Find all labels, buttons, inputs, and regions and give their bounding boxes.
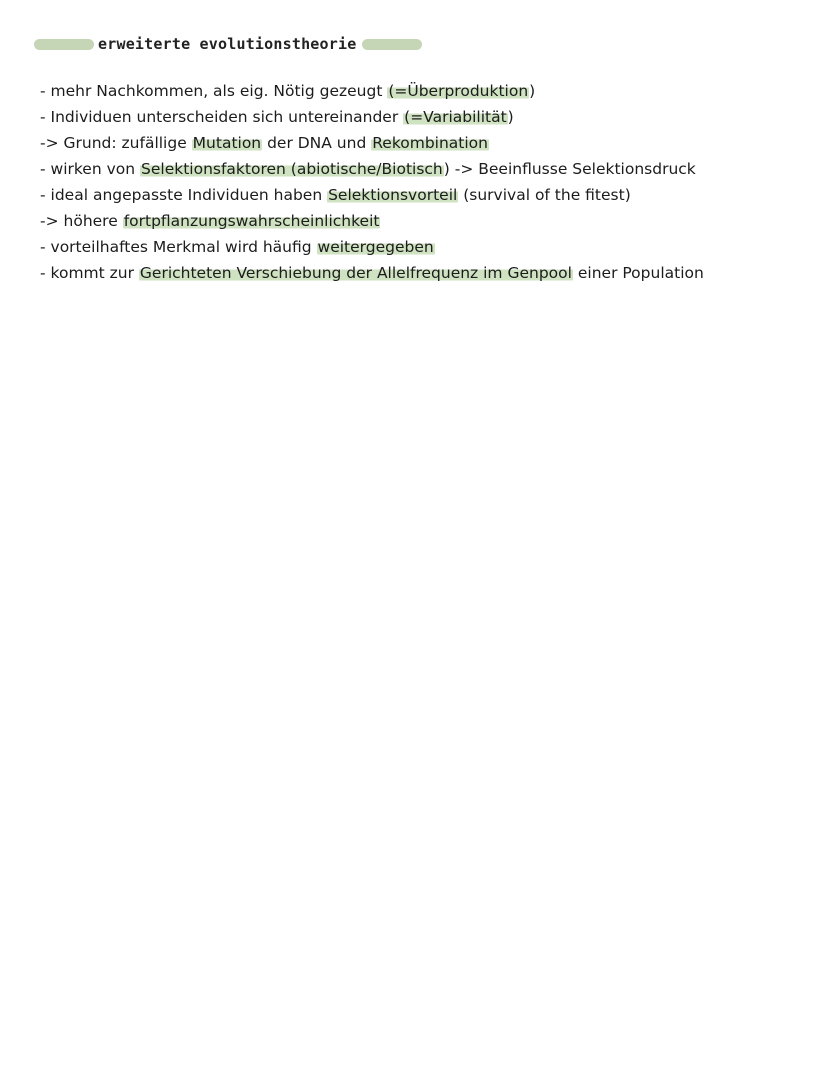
highlighted-text: Selektionsvorteil — [328, 186, 458, 204]
note-line — [40, 78, 820, 104]
highlighted-text: (=Überproduktion — [388, 82, 529, 100]
note-line — [40, 234, 820, 260]
page-title — [34, 30, 422, 58]
note-text: wirken von — [50, 160, 141, 178]
note-line — [40, 156, 820, 182]
note-text: ) — [507, 108, 514, 126]
note-text: der DNA und — [262, 134, 372, 152]
line-prefix: - — [40, 108, 51, 126]
line-prefix: - — [40, 160, 51, 178]
highlighted-text: Mutation — [192, 134, 262, 152]
note-text: einer Population — [572, 264, 704, 282]
note-text: Individuen unterscheiden sich untereinander — [50, 108, 404, 126]
highlighted-text: Selektionsfaktoren (abiotische/Biotisch — [141, 160, 443, 178]
line-prefix: - — [40, 186, 51, 204]
line-prefix: -> — [40, 212, 64, 230]
note-text: ) — [529, 82, 536, 100]
line-prefix: - — [40, 82, 51, 100]
highlighted-text: Gerichteten Verschiebung der Allelfrequenz im Genpool — [139, 264, 572, 282]
highlighted-text: Rekombination — [372, 134, 488, 152]
notes-list — [40, 78, 820, 286]
note-line — [40, 130, 820, 156]
highlighted-text: fortpflanzungswahrscheinlichkeit — [123, 212, 380, 230]
note-text: kommt zur — [50, 264, 139, 282]
title-accent-right — [362, 39, 422, 50]
note-text: ) -> Beeinflusse Selektionsdruck — [443, 160, 696, 178]
highlighted-text: (=Variabilität — [404, 108, 507, 126]
note-text: Grund: zufällige — [63, 134, 192, 152]
note-line — [40, 260, 820, 286]
note-text: mehr Nachkommen, als eig. Nötig gezeugt — [50, 82, 388, 100]
note-text: ideal angepasste Individuen haben — [50, 186, 328, 204]
note-text: höhere — [63, 212, 123, 230]
title-accent-left — [34, 39, 94, 50]
note-text: (survival of the fitest) — [458, 186, 631, 204]
note-line — [40, 182, 820, 208]
note-text: vorteilhaftes Merkmal wird häufig — [50, 238, 317, 256]
highlighted-text: weitergegeben — [317, 238, 434, 256]
note-line — [40, 104, 820, 130]
title-text: erweiterte evolutionstheorie — [98, 35, 357, 53]
line-prefix: - — [40, 264, 51, 282]
line-prefix: -> — [40, 134, 64, 152]
note-line — [40, 208, 820, 234]
line-prefix: - — [40, 238, 51, 256]
